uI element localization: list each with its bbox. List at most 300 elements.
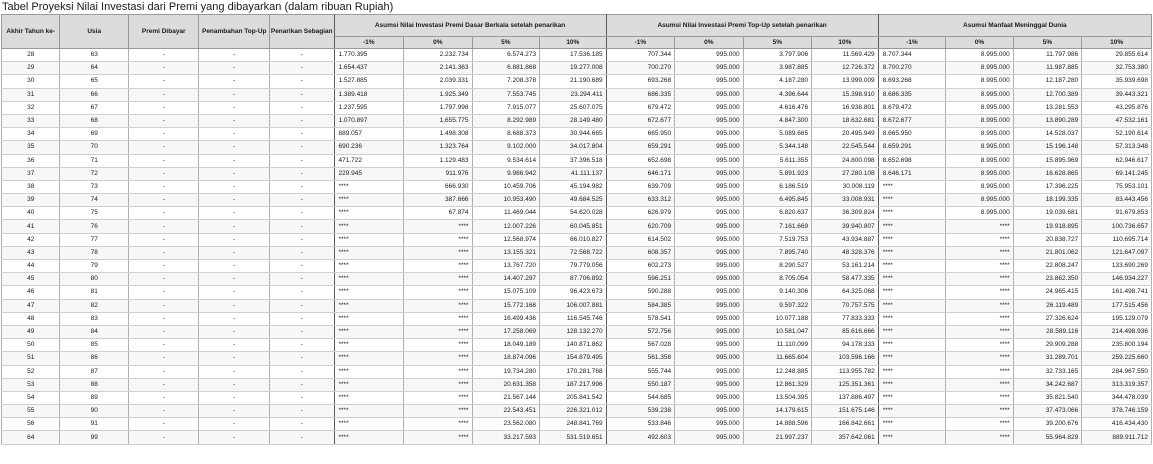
cell-manfaat-0: 8.995.000 [946, 207, 1014, 220]
table-row [2, 286, 1152, 299]
cell-penambahan-topup: - [199, 286, 270, 299]
cell-topup-0: 995.000 [675, 207, 744, 220]
cell-dasar-minus1: 1.770.395 [334, 49, 404, 62]
cell-topup-5: 5.611.355 [743, 154, 812, 167]
cell-usia: 80 [60, 273, 129, 286]
cell-manfaat-0: 8.995.000 [946, 194, 1014, 207]
cell-penarikan-sebagian: - [270, 299, 334, 312]
cell-dasar-10: 25.607.075 [540, 101, 607, 114]
cell-dasar-minus1: 1.237.595 [334, 101, 404, 114]
table-row [2, 88, 1152, 101]
cell-premi-dibayar: - [128, 220, 199, 233]
cell-topup-5: 4.616.476 [743, 101, 812, 114]
cell-topup-minus1: 596.251 [606, 273, 675, 286]
cell-usia: 84 [60, 325, 129, 338]
cell-premi-dibayar: - [128, 312, 199, 325]
cell-manfaat-0: **** [946, 312, 1014, 325]
cell-akhir-tahun: 56 [2, 418, 60, 431]
cell-penarikan-sebagian: - [270, 246, 334, 259]
cell-manfaat-0: 8.995.000 [946, 141, 1014, 154]
cell-manfaat-5: 21.801.062 [1013, 246, 1082, 259]
cell-topup-10: 64.325.068 [812, 286, 879, 299]
cell-dasar-5: 17.258.069 [472, 325, 540, 338]
cell-dasar-minus1: 1.389.418 [334, 88, 404, 101]
cell-topup-0: 995.000 [675, 180, 744, 193]
header-rate: 0% [946, 37, 1014, 49]
cell-akhir-tahun: 41 [2, 220, 60, 233]
cell-manfaat-0: **** [946, 273, 1014, 286]
cell-premi-dibayar: - [128, 128, 199, 141]
cell-penambahan-topup: - [199, 75, 270, 88]
cell-penarikan-sebagian: - [270, 194, 334, 207]
cell-penambahan-topup: - [199, 101, 270, 114]
table-row [2, 339, 1152, 352]
cell-premi-dibayar: - [128, 141, 199, 154]
cell-akhir-tahun: 43 [2, 246, 60, 259]
cell-manfaat-0: 8.995.000 [946, 88, 1014, 101]
cell-dasar-0: **** [404, 312, 473, 325]
cell-usia: 82 [60, 299, 129, 312]
cell-manfaat-minus1: 8.659.291 [878, 141, 946, 154]
table-row [2, 220, 1152, 233]
cell-premi-dibayar: - [128, 365, 199, 378]
cell-usia: 71 [60, 154, 129, 167]
table-row [2, 167, 1152, 180]
cell-akhir-tahun: 48 [2, 312, 60, 325]
cell-topup-0: 995.000 [675, 49, 744, 62]
cell-penambahan-topup: - [199, 194, 270, 207]
cell-topup-5: 12.248.885 [743, 365, 812, 378]
cell-usia: 90 [60, 405, 129, 418]
cell-penambahan-topup: - [199, 141, 270, 154]
cell-dasar-5: 19.734.280 [472, 365, 540, 378]
cell-topup-0: 995.000 [675, 365, 744, 378]
cell-premi-dibayar: - [128, 246, 199, 259]
cell-penarikan-sebagian: - [270, 431, 334, 444]
cell-akhir-tahun: 29 [2, 62, 60, 75]
cell-topup-minus1: 686.335 [606, 88, 675, 101]
cell-akhir-tahun: 53 [2, 378, 60, 391]
cell-manfaat-minus1: **** [878, 391, 946, 404]
cell-manfaat-5: 19.039.681 [1013, 207, 1082, 220]
cell-manfaat-5: 23.862.350 [1013, 273, 1082, 286]
cell-topup-5: 9.597.322 [743, 299, 812, 312]
cell-dasar-10: 116.545.746 [540, 312, 607, 325]
cell-topup-0: 995.000 [675, 75, 744, 88]
cell-dasar-5: 9.986.942 [472, 167, 540, 180]
cell-dasar-minus1: **** [334, 194, 404, 207]
table-row [2, 378, 1152, 391]
cell-dasar-5: 12.568.974 [472, 233, 540, 246]
cell-dasar-10: 17.536.185 [540, 49, 607, 62]
header-rate: 10% [540, 37, 607, 49]
cell-manfaat-0: 8.995.000 [946, 154, 1014, 167]
cell-premi-dibayar: - [128, 273, 199, 286]
cell-manfaat-10: 133.690.269 [1082, 260, 1152, 273]
cell-dasar-5: 14.407.297 [472, 273, 540, 286]
cell-topup-10: 39.940.807 [812, 220, 879, 233]
cell-penarikan-sebagian: - [270, 286, 334, 299]
cell-topup-5: 9.140.306 [743, 286, 812, 299]
table-row [2, 431, 1152, 444]
cell-topup-minus1: 544.685 [606, 391, 675, 404]
cell-dasar-5: 9.534.614 [472, 154, 540, 167]
cell-manfaat-minus1: **** [878, 339, 946, 352]
cell-manfaat-10: 43.295.876 [1082, 101, 1152, 114]
cell-topup-5: 7.895.740 [743, 246, 812, 259]
cell-manfaat-10: 235.800.194 [1082, 339, 1152, 352]
cell-dasar-minus1: 1.527.885 [334, 75, 404, 88]
cell-manfaat-10: 284.967.550 [1082, 365, 1152, 378]
cell-manfaat-10: 313.319.357 [1082, 378, 1152, 391]
cell-usia: 81 [60, 286, 129, 299]
cell-dasar-0: 666.930 [404, 180, 473, 193]
cell-manfaat-10: 121.647.097 [1082, 246, 1152, 259]
cell-akhir-tahun: 50 [2, 339, 60, 352]
cell-dasar-10: 205.841.542 [540, 391, 607, 404]
cell-premi-dibayar: - [128, 418, 199, 431]
cell-topup-0: 995.000 [675, 273, 744, 286]
cell-topup-5: 6.820.637 [743, 207, 812, 220]
cell-dasar-5: 16.499.436 [472, 312, 540, 325]
cell-dasar-0: **** [404, 220, 473, 233]
cell-premi-dibayar: - [128, 154, 199, 167]
cell-premi-dibayar: - [128, 207, 199, 220]
cell-topup-minus1: 539.238 [606, 405, 675, 418]
cell-manfaat-0: **** [946, 286, 1014, 299]
cell-manfaat-5: 24.965.415 [1013, 286, 1082, 299]
cell-topup-minus1: 646.171 [606, 167, 675, 180]
cell-manfaat-5: 15.196.148 [1013, 141, 1082, 154]
cell-topup-5: 5.344.148 [743, 141, 812, 154]
cell-topup-0: 995.000 [675, 154, 744, 167]
cell-dasar-0: **** [404, 325, 473, 338]
cell-manfaat-5: 29.909.288 [1013, 339, 1082, 352]
cell-topup-0: 995.000 [675, 167, 744, 180]
table-row [2, 62, 1152, 75]
cell-dasar-0: 1.797.998 [404, 101, 473, 114]
cell-topup-0: 995.000 [675, 233, 744, 246]
cell-usia: 77 [60, 233, 129, 246]
cell-penambahan-topup: - [199, 220, 270, 233]
cell-premi-dibayar: - [128, 286, 199, 299]
cell-penarikan-sebagian: - [270, 352, 334, 365]
cell-premi-dibayar: - [128, 299, 199, 312]
cell-topup-10: 85.616.666 [812, 325, 879, 338]
cell-akhir-tahun: 46 [2, 286, 60, 299]
cell-manfaat-0: **** [946, 352, 1014, 365]
cell-dasar-minus1: **** [334, 260, 404, 273]
cell-penambahan-topup: - [199, 260, 270, 273]
cell-dasar-10: 37.396.518 [540, 154, 607, 167]
cell-topup-minus1: 700.270 [606, 62, 675, 75]
cell-manfaat-10: 146.934.227 [1082, 273, 1152, 286]
cell-dasar-5: 7.208.378 [472, 75, 540, 88]
cell-manfaat-10: 62.946.617 [1082, 154, 1152, 167]
cell-dasar-5: 20.631.358 [472, 378, 540, 391]
cell-topup-0: 995.000 [675, 312, 744, 325]
cell-manfaat-minus1: 8.646.171 [878, 167, 946, 180]
cell-dasar-5: 7.915.077 [472, 101, 540, 114]
cell-dasar-minus1: **** [334, 220, 404, 233]
cell-topup-minus1: 626.979 [606, 207, 675, 220]
cell-penarikan-sebagian: - [270, 405, 334, 418]
cell-topup-minus1: 561.358 [606, 352, 675, 365]
cell-penambahan-topup: - [199, 431, 270, 444]
cell-penambahan-topup: - [199, 180, 270, 193]
cell-topup-minus1: 590.288 [606, 286, 675, 299]
cell-dasar-5: 7.553.745 [472, 88, 540, 101]
cell-topup-10: 77.833.333 [812, 312, 879, 325]
cell-akhir-tahun: 51 [2, 352, 60, 365]
cell-dasar-minus1: **** [334, 378, 404, 391]
cell-manfaat-0: 8.995.000 [946, 180, 1014, 193]
cell-dasar-minus1: **** [334, 405, 404, 418]
cell-dasar-minus1: **** [334, 207, 404, 220]
cell-topup-minus1: 652.698 [606, 154, 675, 167]
cell-dasar-10: 30.944.665 [540, 128, 607, 141]
cell-premi-dibayar: - [128, 101, 199, 114]
cell-akhir-tahun: 42 [2, 233, 60, 246]
cell-dasar-10: 170.281.768 [540, 365, 607, 378]
table-row [2, 273, 1152, 286]
table-row [2, 325, 1152, 338]
cell-akhir-tahun: 33 [2, 114, 60, 127]
cell-dasar-10: 154.879.495 [540, 352, 607, 365]
table-row [2, 114, 1152, 127]
cell-usia: 73 [60, 180, 129, 193]
cell-topup-minus1: 693.268 [606, 75, 675, 88]
cell-usia: 83 [60, 312, 129, 325]
cell-manfaat-10: 259.225.660 [1082, 352, 1152, 365]
cell-topup-5: 10.077.188 [743, 312, 812, 325]
cell-akhir-tahun: 47 [2, 299, 60, 312]
cell-topup-0: 995.000 [675, 246, 744, 259]
cell-topup-0: 995.000 [675, 431, 744, 444]
header-group-premi-dasar: Asumsi Nilai Investasi Premi Dasar Berkala setelah penarikan [334, 15, 606, 37]
cell-topup-5: 12.861.329 [743, 378, 812, 391]
cell-manfaat-0: 8.995.000 [946, 75, 1014, 88]
cell-topup-minus1: 492.603 [606, 431, 675, 444]
cell-manfaat-0: **** [946, 431, 1014, 444]
cell-topup-0: 995.000 [675, 128, 744, 141]
cell-premi-dibayar: - [128, 180, 199, 193]
cell-akhir-tahun: 30 [2, 75, 60, 88]
cell-usia: 64 [60, 62, 129, 75]
cell-usia: 85 [60, 339, 129, 352]
cell-manfaat-minus1: **** [878, 233, 946, 246]
cell-topup-5: 5.089.665 [743, 128, 812, 141]
cell-premi-dibayar: - [128, 339, 199, 352]
cell-dasar-10: 34.017.804 [540, 141, 607, 154]
cell-dasar-minus1: **** [334, 325, 404, 338]
cell-usia: 99 [60, 431, 129, 444]
cell-dasar-0: **** [404, 405, 473, 418]
cell-manfaat-minus1: **** [878, 260, 946, 273]
cell-topup-5: 8.705.054 [743, 273, 812, 286]
cell-usia: 86 [60, 352, 129, 365]
cell-topup-10: 33.008.931 [812, 194, 879, 207]
cell-topup-minus1: 533.846 [606, 418, 675, 431]
cell-manfaat-minus1: 8.686.335 [878, 88, 946, 101]
cell-premi-dibayar: - [128, 194, 199, 207]
cell-manfaat-10: 378.746.159 [1082, 405, 1152, 418]
cell-penambahan-topup: - [199, 207, 270, 220]
cell-dasar-10: 28.149.480 [540, 114, 607, 127]
cell-dasar-5: 8.688.373 [472, 128, 540, 141]
table-row [2, 141, 1152, 154]
cell-dasar-10: 128.132.270 [540, 325, 607, 338]
cell-topup-10: 15.398.910 [812, 88, 879, 101]
cell-topup-10: 48.328.376 [812, 246, 879, 259]
cell-usia: 70 [60, 141, 129, 154]
cell-premi-dibayar: - [128, 391, 199, 404]
cell-premi-dibayar: - [128, 233, 199, 246]
cell-manfaat-minus1: **** [878, 431, 946, 444]
cell-manfaat-minus1: 8.672.677 [878, 114, 946, 127]
cell-dasar-minus1: **** [334, 365, 404, 378]
cell-dasar-0: **** [404, 418, 473, 431]
cell-penarikan-sebagian: - [270, 339, 334, 352]
cell-dasar-0: 2.039.331 [404, 75, 473, 88]
cell-penambahan-topup: - [199, 405, 270, 418]
cell-manfaat-5: 12.187.280 [1013, 75, 1082, 88]
cell-premi-dibayar: - [128, 62, 199, 75]
cell-penarikan-sebagian: - [270, 75, 334, 88]
cell-manfaat-5: 28.589.116 [1013, 325, 1082, 338]
table-row [2, 299, 1152, 312]
cell-manfaat-minus1: **** [878, 246, 946, 259]
cell-penambahan-topup: - [199, 378, 270, 391]
cell-akhir-tahun: 34 [2, 128, 60, 141]
cell-premi-dibayar: - [128, 114, 199, 127]
cell-dasar-10: 226.321.012 [540, 405, 607, 418]
cell-topup-5: 14.888.596 [743, 418, 812, 431]
cell-dasar-10: 49.684.525 [540, 194, 607, 207]
cell-topup-5: 11.665.604 [743, 352, 812, 365]
cell-manfaat-minus1: 8.700.270 [878, 62, 946, 75]
cell-penambahan-topup: - [199, 246, 270, 259]
table-row [2, 75, 1152, 88]
table-row [2, 128, 1152, 141]
cell-topup-0: 995.000 [675, 352, 744, 365]
cell-manfaat-10: 69.141.245 [1082, 167, 1152, 180]
cell-manfaat-minus1: **** [878, 286, 946, 299]
cell-dasar-10: 248.841.769 [540, 418, 607, 431]
cell-manfaat-10: 52.190.614 [1082, 128, 1152, 141]
cell-manfaat-0: **** [946, 220, 1014, 233]
cell-manfaat-10: 110.695.714 [1082, 233, 1152, 246]
cell-usia: 69 [60, 128, 129, 141]
cell-premi-dibayar: - [128, 260, 199, 273]
cell-topup-0: 995.000 [675, 418, 744, 431]
cell-topup-0: 995.000 [675, 286, 744, 299]
cell-dasar-5: 22.543.451 [472, 405, 540, 418]
header-rate: 5% [1013, 37, 1082, 49]
cell-topup-10: 58.477.335 [812, 273, 879, 286]
cell-dasar-10: 19.277.008 [540, 62, 607, 75]
cell-penambahan-topup: - [199, 325, 270, 338]
cell-manfaat-0: **** [946, 391, 1014, 404]
cell-penarikan-sebagian: - [270, 260, 334, 273]
table-row [2, 391, 1152, 404]
cell-topup-minus1: 578.541 [606, 312, 675, 325]
cell-manfaat-10: 57.313.348 [1082, 141, 1152, 154]
cell-manfaat-0: 8.995.000 [946, 101, 1014, 114]
cell-penambahan-topup: - [199, 339, 270, 352]
cell-dasar-0: 911.976 [404, 167, 473, 180]
cell-penambahan-topup: - [199, 312, 270, 325]
cell-penarikan-sebagian: - [270, 391, 334, 404]
cell-manfaat-minus1: **** [878, 180, 946, 193]
cell-usia: 74 [60, 194, 129, 207]
cell-penarikan-sebagian: - [270, 365, 334, 378]
cell-topup-minus1: 572.756 [606, 325, 675, 338]
cell-akhir-tahun: 44 [2, 260, 60, 273]
cell-penambahan-topup: - [199, 418, 270, 431]
cell-topup-5: 11.110.099 [743, 339, 812, 352]
cell-dasar-5: 12.007.226 [472, 220, 540, 233]
cell-manfaat-5: 16.628.865 [1013, 167, 1082, 180]
cell-dasar-10: 21.190.689 [540, 75, 607, 88]
cell-akhir-tahun: 39 [2, 194, 60, 207]
cell-manfaat-10: 100.736.657 [1082, 220, 1152, 233]
cell-manfaat-minus1: **** [878, 378, 946, 391]
cell-dasar-10: 531.519.651 [540, 431, 607, 444]
cell-topup-10: 43.934.887 [812, 233, 879, 246]
table-row [2, 260, 1152, 273]
cell-manfaat-minus1: 8.693.268 [878, 75, 946, 88]
cell-topup-minus1: 679.472 [606, 101, 675, 114]
cell-topup-minus1: 707.344 [606, 49, 675, 62]
cell-manfaat-5: 39.200.676 [1013, 418, 1082, 431]
header-rate: 0% [404, 37, 473, 49]
cell-penambahan-topup: - [199, 88, 270, 101]
cell-topup-0: 995.000 [675, 88, 744, 101]
cell-topup-5: 10.581.047 [743, 325, 812, 338]
cell-dasar-5: 21.567.144 [472, 391, 540, 404]
cell-topup-10: 53.161.214 [812, 260, 879, 273]
cell-topup-minus1: 567.028 [606, 339, 675, 352]
cell-manfaat-10: 214.498.936 [1082, 325, 1152, 338]
cell-dasar-minus1: **** [334, 286, 404, 299]
cell-manfaat-0: 8.995.000 [946, 128, 1014, 141]
cell-topup-10: 70.757.575 [812, 299, 879, 312]
cell-topup-5: 3.987.885 [743, 62, 812, 75]
header-penambahan-topup: Penambahan Top-Up [199, 15, 270, 49]
cell-topup-10: 357.642.061 [812, 431, 879, 444]
cell-manfaat-minus1: **** [878, 273, 946, 286]
cell-dasar-10: 96.423.673 [540, 286, 607, 299]
cell-topup-10: 11.569.429 [812, 49, 879, 62]
cell-dasar-5: 6.574.273 [472, 49, 540, 62]
header-rate: 0% [675, 37, 744, 49]
cell-penarikan-sebagian: - [270, 233, 334, 246]
header-group-manfaat-meninggal: Asumsi Manfaat Meninggal Dunia [878, 15, 1151, 37]
cell-akhir-tahun: 35 [2, 141, 60, 154]
cell-premi-dibayar: - [128, 49, 199, 62]
cell-dasar-0: **** [404, 233, 473, 246]
cell-dasar-minus1: 1.654.437 [334, 62, 404, 75]
cell-topup-10: 18.632.681 [812, 114, 879, 127]
cell-penarikan-sebagian: - [270, 312, 334, 325]
table-row [2, 180, 1152, 193]
cell-manfaat-0: 8.995.000 [946, 62, 1014, 75]
cell-penambahan-topup: - [199, 391, 270, 404]
cell-akhir-tahun: 28 [2, 49, 60, 62]
cell-dasar-5: 18.049.189 [472, 339, 540, 352]
cell-dasar-5: 6.881.868 [472, 62, 540, 75]
